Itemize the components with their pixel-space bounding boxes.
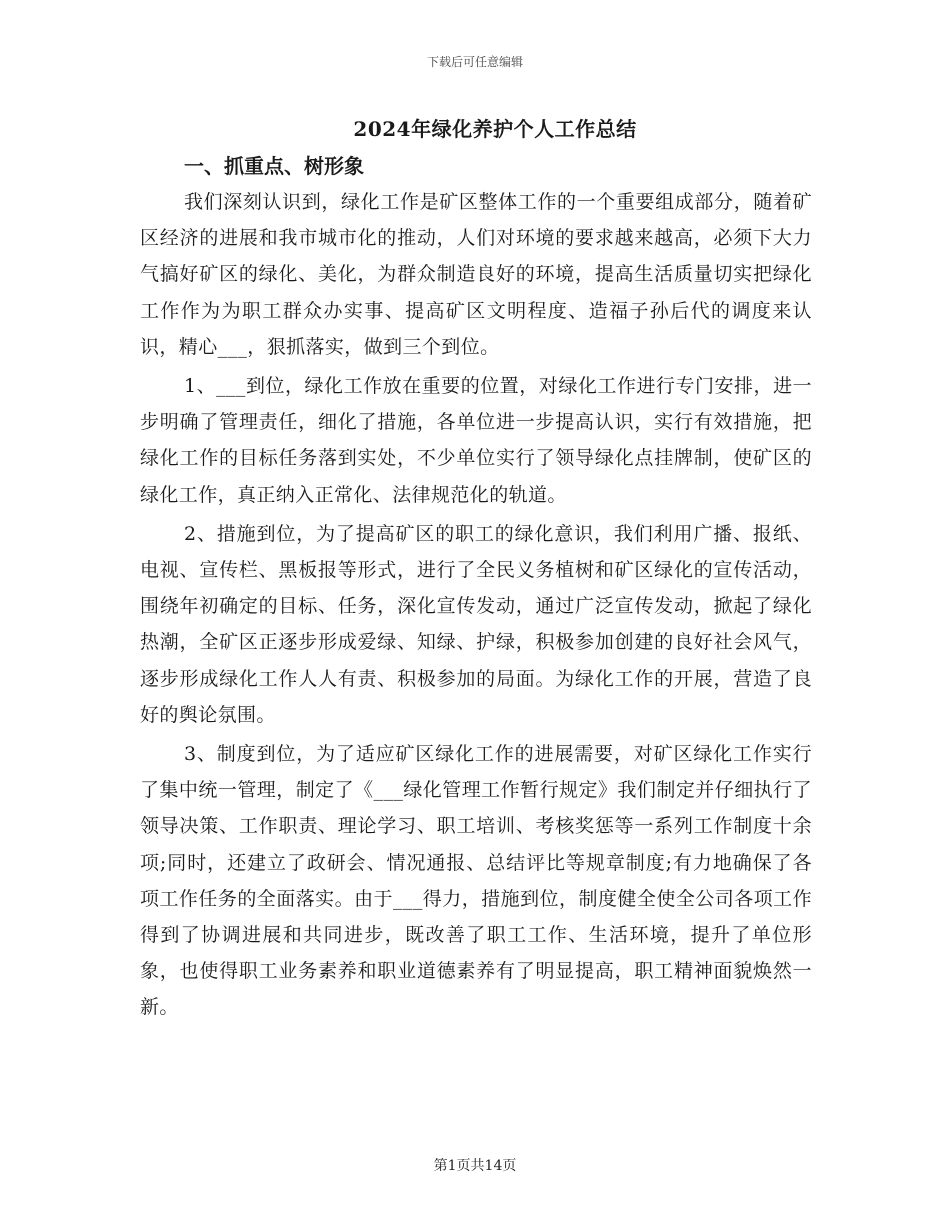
document-title: 2024年绿化养护个人工作总结	[353, 117, 637, 141]
paragraph-intro: 我们深刻认识到，绿化工作是矿区整体工作的一个重要组成部分，随着矿区经济的进展和我市城市化的推动，人们对环境的要求越来越高，必须下大力气搞好矿区的绿化、美化，为群众制造良好的环境，提高生活质量切实把绿化工作作为为职工群众办实事、提高矿区文明程度、造福子孙后代的调度来认识，精心___，狠抓落实，做到三个到位。	[140, 191, 812, 358]
paragraph-point-1: 1、___到位，绿化工作放在重要的位置，对绿化工作进行专门安排，进一步明确了管理责任，细化了措施，各单位进一步提高认识，实行有效措施，把绿化工作的目标任务落到实处，不少单位实行了领导绿化点挂牌制，使矿区的绿化工作，真正纳入正常化、法律规范化的轨道。	[140, 375, 812, 506]
document-body	[140, 148, 812, 1029]
page-number: 第1页共14页	[433, 1158, 517, 1174]
paragraph-point-3: 3、制度到位，为了适应矿区绿化工作的进展需要，对矿区绿化工作实行了集中统一管理，制定了《___绿化管理工作暂行规定》我们制定并仔细执行了领导决策、工作职责、理论学习、职工培训、考核奖惩等一系列工作制度十余项;同时，还建立了政研会、情况通报、总结评比等规章制度;有力地确保了各项工作任务的全面落实。由于___得力，措施到位，制度健全使全公司各项工作得到了协调进展和共同进步，既改善了职工工作、生活环境，提升了单位形象，也使得职工业务素养和职业道德素养有了明显提高，职工精神面貌焕然一新。	[140, 743, 812, 1019]
section-heading: 一、抓重点、树形象	[184, 154, 364, 178]
page-header-note: 下载后可任意编辑	[426, 55, 523, 69]
paragraph-point-2: 2、措施到位，为了提高矿区的职工的绿化意识，我们利用广播、报纸、电视、宣传栏、黑板报等形式，进行了全民义务植树和矿区绿化的宣传活动，围绕年初确定的目标、任务，深化宣传发动，通过广泛宣传发动，掀起了绿化热潮，全矿区正逐步形成爱绿、知绿、护绿，积极参加创建的良好社会风气，逐步形成绿化工作人人有责、积极参加的局面。为绿化工作的开展，营造了良好的舆论氛围。	[140, 522, 812, 726]
